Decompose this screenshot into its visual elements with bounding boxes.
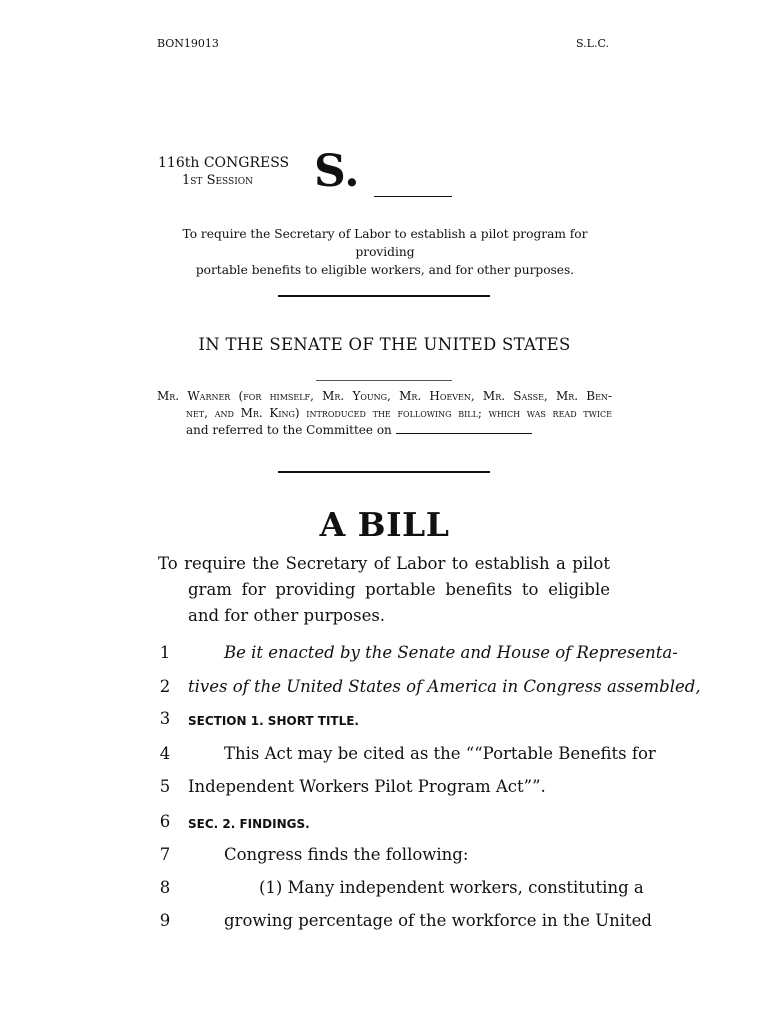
enacting-clause: Be it enacted by the Senate and House of Representa- [224,643,678,662]
bill-line [0,744,768,768]
divider [316,380,452,381]
divider [278,471,490,473]
line-number: 4 [159,744,171,763]
bill-line [0,878,768,902]
bill-line [0,845,768,869]
intro-line: net, and Mr. King) introduced the following bill; which was read twice [186,406,612,420]
intro-line [157,422,612,439]
bill-text: Congress finds the following: [224,845,469,864]
long-title-line: To require the Secretary of Labor to establish a pilot [158,554,610,573]
line-number: 8 [159,878,171,897]
line-number: 6 [159,812,171,831]
intro-line: Mr. Warner (for himself, Mr. Young, Mr. Hoeven, Mr. Sasse, Mr. Ben- [157,389,612,403]
slc-marker: S.L.C. [576,37,609,50]
bill-prefix: S. [314,146,360,197]
divider [278,295,490,297]
bill-title: A BILL [319,505,450,544]
long-title [158,551,610,629]
bill-text: This Act may be cited as the ““Portable Benefits for [224,744,656,763]
bill-line [0,777,768,801]
line-number: 5 [159,777,171,796]
bill-line [0,812,768,836]
line-number: 9 [159,911,171,930]
bill-text: (1) Many independent workers, constituting a [259,878,644,897]
bill-text: growing percentage of the workforce in the United [224,911,652,930]
bill-text: Independent Workers Pilot Program Act””. [188,777,546,796]
long-title-line: and for other purposes. [188,606,386,625]
line-number: 3 [159,709,171,728]
line-number: 2 [159,677,171,696]
section-heading: SEC. 2. FINDINGS. [188,817,310,831]
bill-line [0,643,768,667]
bill-line [0,677,768,701]
senate-heading: IN THE SENATE OF THE UNITED STATES [198,335,571,354]
bill-line [0,709,768,733]
congress-number: 116th CONGRESS [158,155,290,171]
line-number: 1 [159,643,171,662]
purpose-line: To require the Secretary of Labor to establish a pilot program for providing [182,227,588,259]
purpose-line: portable benefits to eligible workers, and for other purposes. [195,263,575,277]
bill-line [0,911,768,935]
bill-number-blank [374,196,452,197]
long-title-line: gram for providing portable benefits to eligible [188,580,610,599]
purpose-summary [160,225,610,279]
session-label: 1st Session [182,173,254,188]
document-id: BON19013 [157,37,219,50]
section-heading: SECTION 1. SHORT TITLE. [188,714,359,728]
intro-line-text: and referred to the Committee on [186,423,392,437]
enacting-clause: tives of the United States of America in Congress assembled, [188,677,701,696]
introduction-paragraph [157,388,612,439]
committee-blank [396,423,532,434]
line-number: 7 [159,845,171,864]
